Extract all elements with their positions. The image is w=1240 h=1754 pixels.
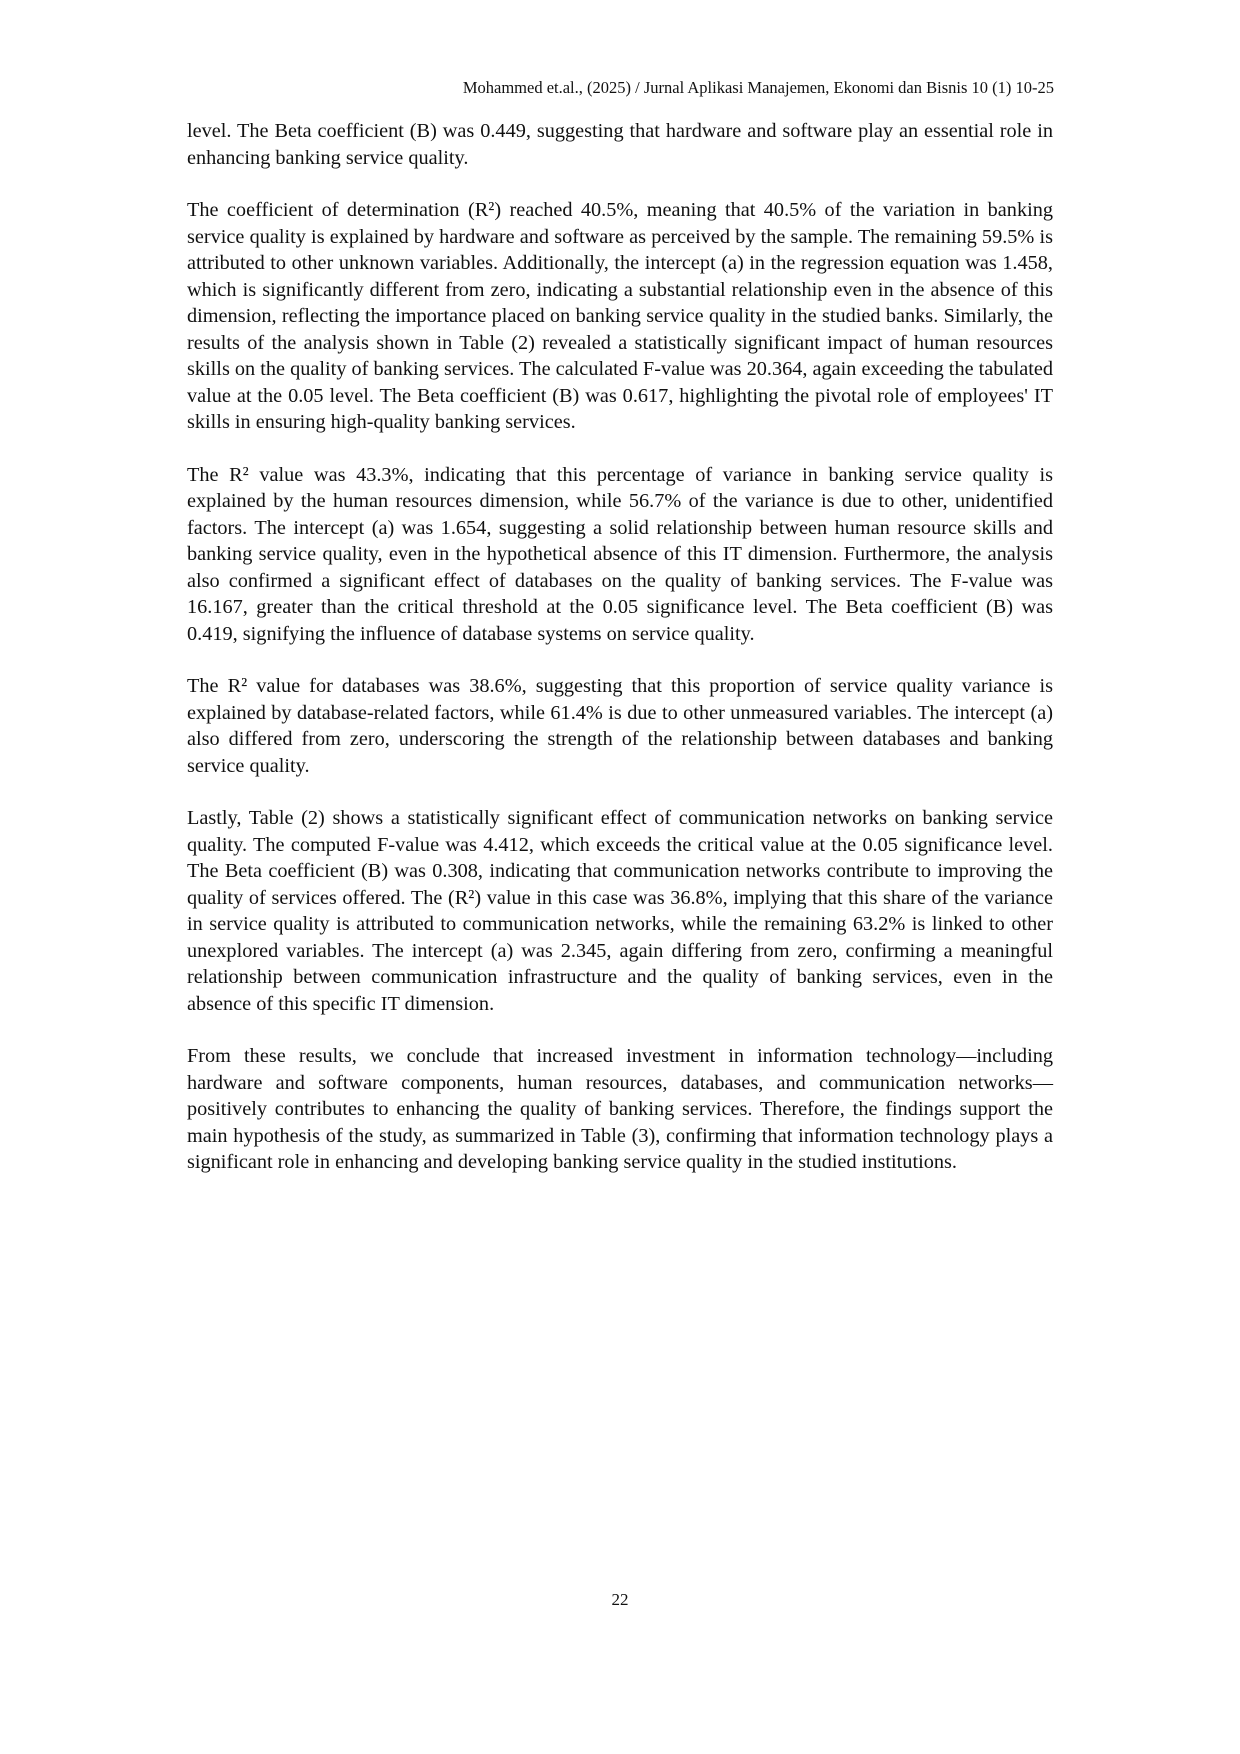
paragraph-beta-hardware: level. The Beta coefficient (B) was 0.449, suggesting that hardware and software play an essential role in enhancing banking service quality. xyxy=(187,120,1053,169)
paragraph-r2-hardware-human-resources: The coefficient of determination (R²) reached 40.5%, meaning that 40.5% of the variation in banking service quality is explained by hardware and software as perceived by the sample. The remaining 59.5% is attributed to other unknown variables. Additionally, the intercept (a) in the regression equation was 1.458, which is significantly different from zero, indicating a substantial relationship even in the absence of this dimension, reflecting the importance placed on banking service quality in the studied banks. Similarly, the results of the analysis shown in Table (2) revealed a statistically significant impact of human resources skills on the quality of banking services. The calculated F-value was 20.364, again exceeding the tabulated value at the 0.05 level. The Beta coefficient (B) was 0.617, highlighting the pivotal role of employees' IT skills in ensuring high-quality banking services. xyxy=(187,199,1053,433)
paragraph-conclusion: From these results, we conclude that increased investment in information technology—including hardware and software components, human resources, databases, and communication networks—positively contributes to enhancing the quality of banking services. Therefore, the findings support the main hypothesis of the study, as summarized in Table (3), confirming that information technology plays a significant role in enhancing and developing banking service quality in the studied institutions. xyxy=(187,1045,1053,1173)
page-number: 22 xyxy=(611,1590,629,1609)
paragraph-r2-human-resources-databases: The R² value was 43.3%, indicating that this percentage of variance in banking service quality is explained by the human resources dimension, while 56.7% of the variance is due to other, unidentified factors. The intercept (a) was 1.654, suggesting a solid relationship between human resource skills and banking service quality, even in the hypothetical absence of this IT dimension. Furthermore, the analysis also confirmed a significant effect of databases on the quality of banking services. The F-value was 16.167, greater than the critical threshold at the 0.05 significance level. The Beta coefficient (B) was 0.419, signifying the influence of database systems on service quality. xyxy=(187,463,1053,645)
body-text xyxy=(187,118,1053,1202)
paragraph-communication-networks: Lastly, Table (2) shows a statistically significant effect of communication networks on banking service quality. The computed F-value was 4.412, which exceeds the critical value at the 0.05 significance level. The Beta coefficient (B) was 0.308, indicating that communication networks contribute to improving the quality of services offered. The (R²) value in this case was 36.8%, implying that this share of the variance in service quality is attributed to communication networks, while the remaining 63.2% is linked to other unexplored variables. The intercept (a) was 2.345, again differing from zero, confirming a meaningful relationship between communication infrastructure and the quality of banking services, even in the absence of this specific IT dimension. xyxy=(187,807,1053,1015)
paragraph-r2-databases: The R² value for databases was 38.6%, suggesting that this proportion of service quality variance is explained by database-related factors, while 61.4% is due to other unmeasured variables. The intercept (a) also differed from zero, underscoring the strength of the relationship between databases and banking service quality. xyxy=(187,675,1053,777)
running-header: Mohammed et.al., (2025) / Jurnal Aplikasi Manajemen, Ekonomi dan Bisnis 10 (1) 10-25 xyxy=(462,78,1054,97)
